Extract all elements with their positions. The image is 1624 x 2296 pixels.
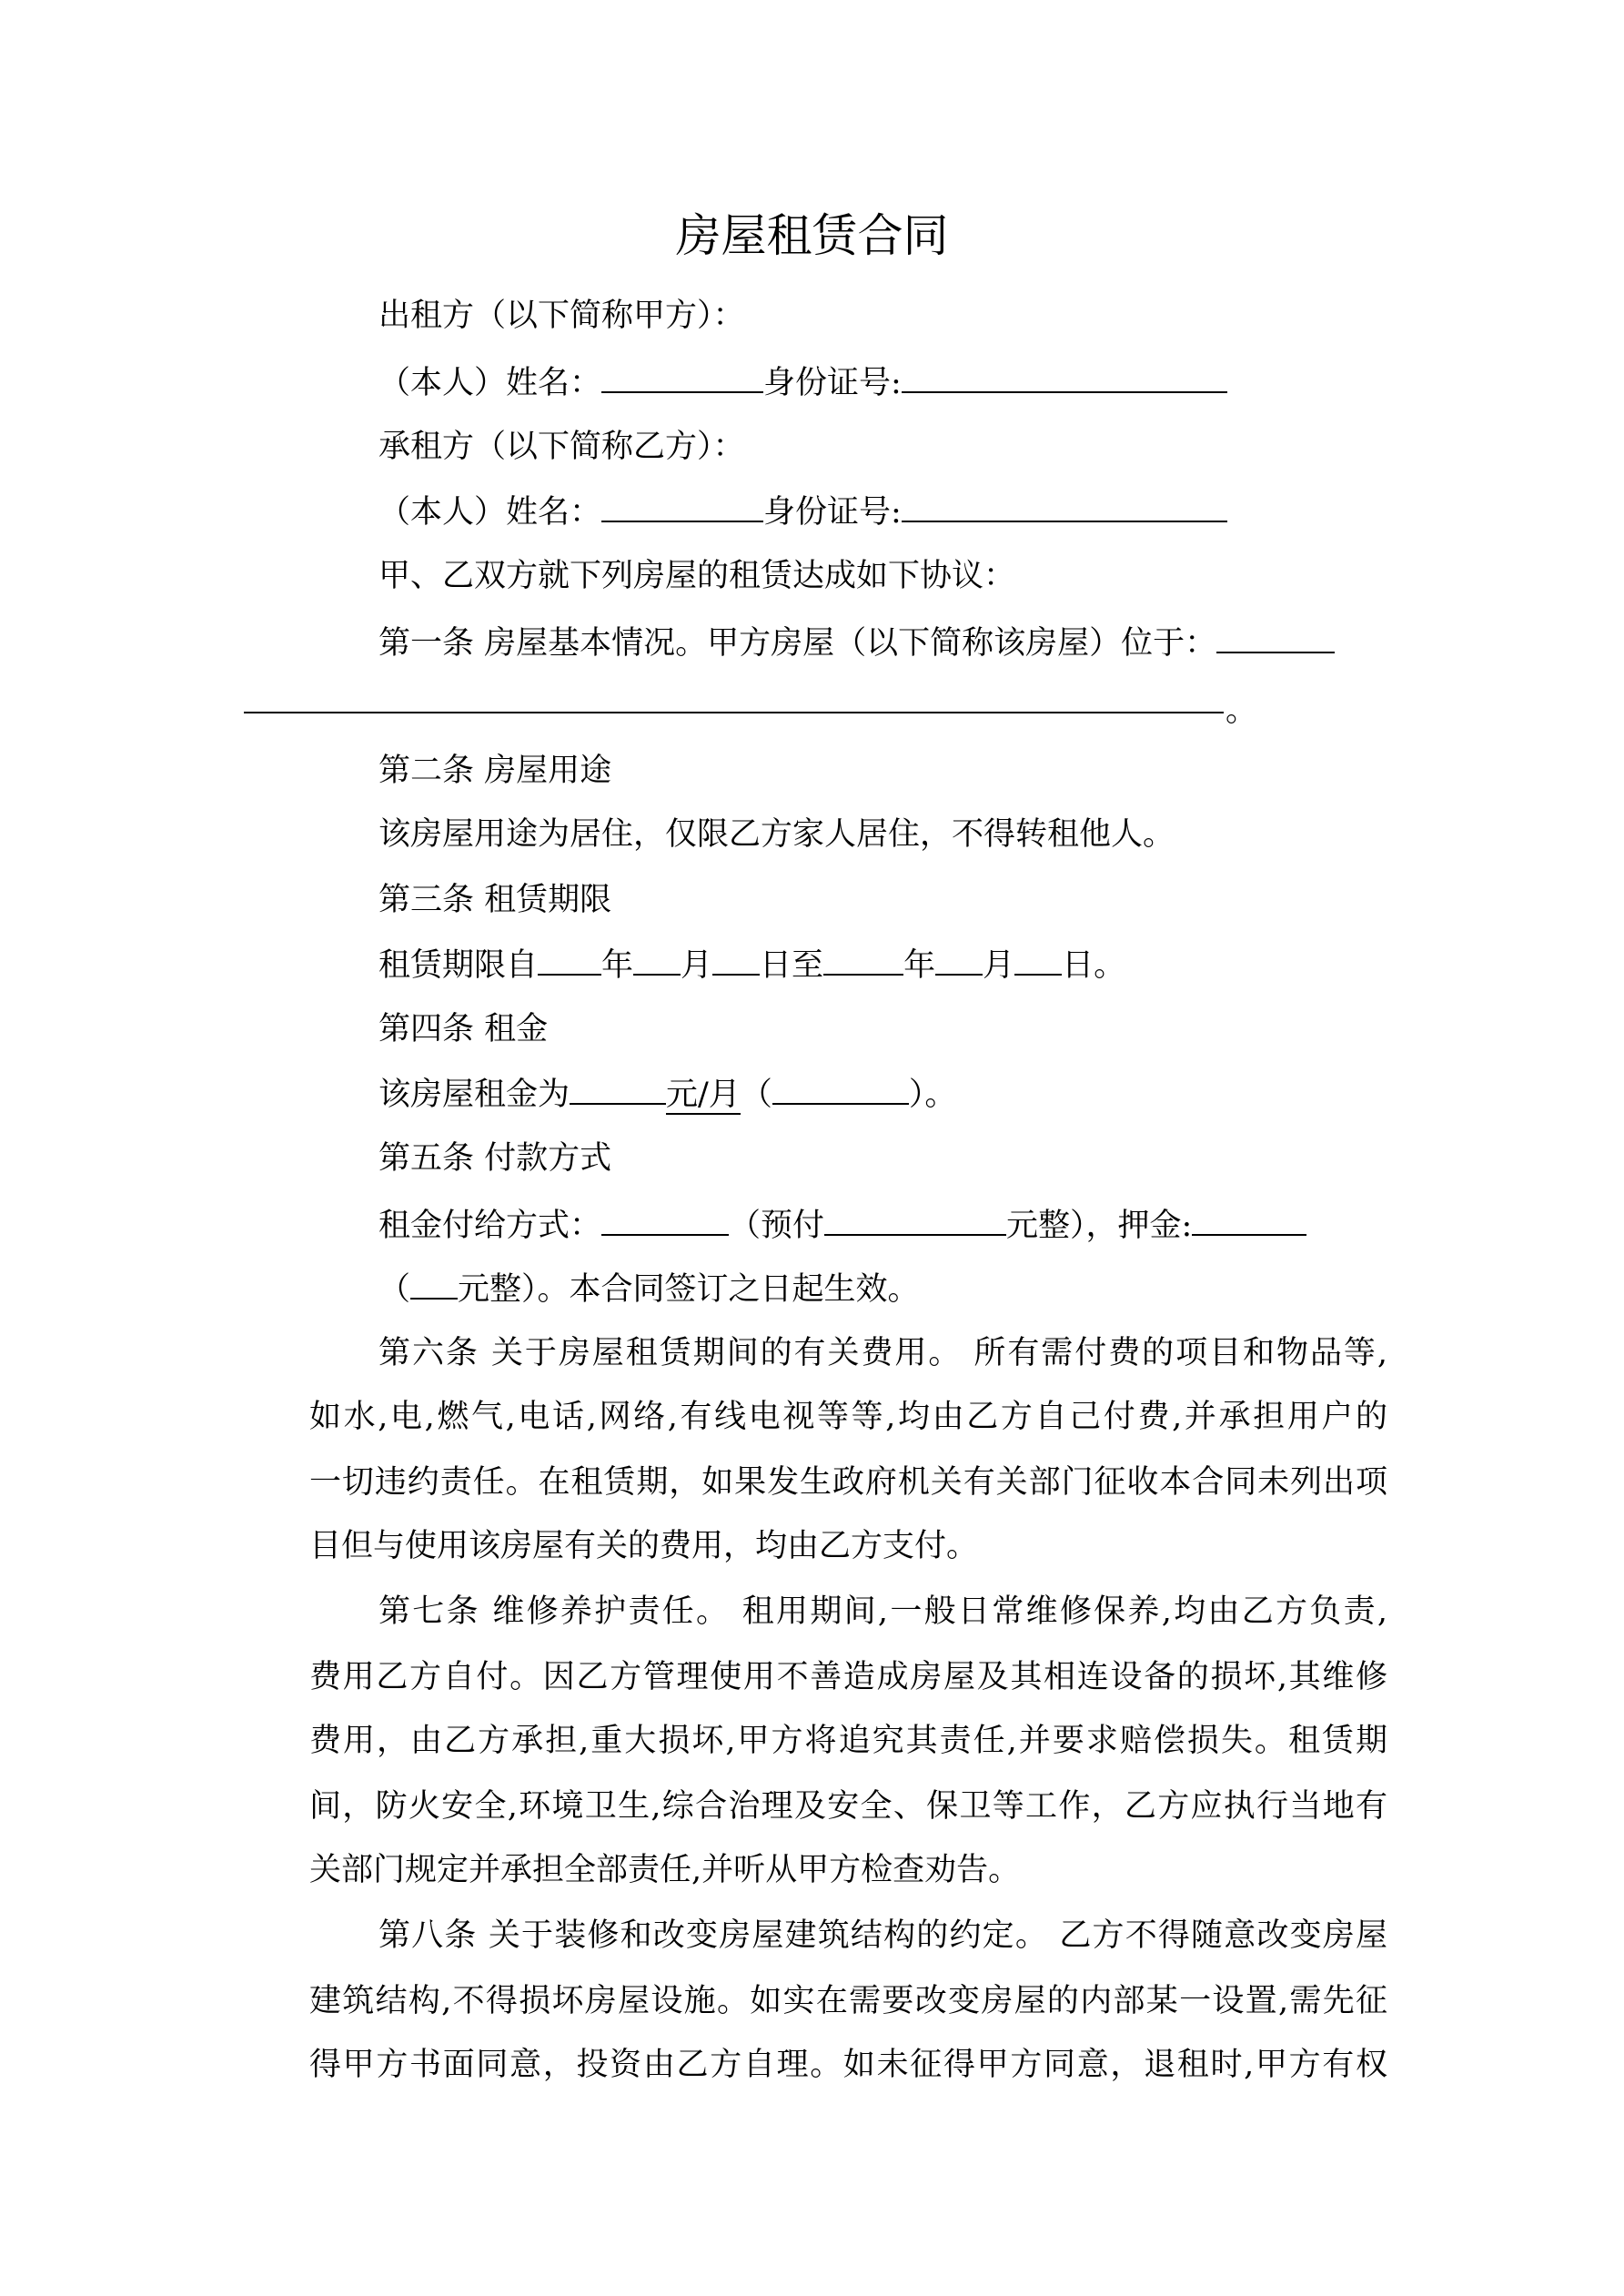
- end-year-blank[interactable]: [823, 941, 903, 976]
- article-5-title: 第五条 付款方式: [378, 1140, 612, 1177]
- property-address-blank[interactable]: [1216, 619, 1335, 653]
- term-start-text: 租赁期限自: [378, 947, 539, 984]
- lessee-name-label: （本人）姓名：: [378, 494, 602, 531]
- article-4-body: [378, 1070, 956, 1118]
- day-end-label: 日。: [1062, 947, 1126, 984]
- lessor-name-blank[interactable]: [601, 359, 763, 393]
- year-label: 年: [903, 947, 936, 984]
- rent-amount-blank[interactable]: [570, 1070, 666, 1105]
- article-8-line-1: 第八条 关于装修和改变房屋建筑结构的约定。 乙方不得随意改变房屋: [378, 1917, 1387, 1954]
- article-2-title: 第二条 房屋用途: [378, 753, 612, 789]
- payment-method-blank[interactable]: [601, 1201, 729, 1236]
- lessor-id-label: 身份证号:: [763, 365, 902, 401]
- agreement-intro: 甲、乙双方就下列房屋的租赁达成如下协议：: [378, 558, 1016, 594]
- start-month-blank[interactable]: [633, 941, 681, 976]
- lessor-heading: 出租方（以下简称甲方）：: [378, 298, 745, 334]
- article-1-period: 。: [1226, 693, 1258, 729]
- article-3-title: 第三条 租赁期限: [378, 882, 612, 918]
- effective-text: 元整）。本合同签订之日起生效。: [458, 1271, 920, 1308]
- article-6-line-4: 目但与使用该房屋有关的费用，均由乙方支付。: [309, 1528, 979, 1564]
- start-day-blank[interactable]: [712, 941, 760, 976]
- lessor-id-blank[interactable]: [902, 359, 1227, 393]
- lessee-id-blank[interactable]: [902, 488, 1227, 522]
- article-5-body-cont: [378, 1265, 920, 1312]
- property-address-blank-line[interactable]: [244, 712, 1224, 713]
- document-title: 房屋租赁合同: [675, 209, 949, 262]
- rent-unit: 元/月: [666, 1077, 741, 1113]
- day-to-label: 日至: [760, 947, 824, 984]
- lessee-id-label: 身份证号:: [763, 494, 902, 531]
- article-8-line-2: 建筑结构,不得损坏房屋设施。如实在需要改变房屋的内部某一设置,需先征: [309, 1983, 1387, 2019]
- open-paren: （: [740, 1077, 772, 1113]
- article-7-line-1: 第七条 维修养护责任。 租用期间,一般日常维修保养,均由乙方负责,: [378, 1593, 1387, 1630]
- article-6-line-1: 第六条 关于房屋租赁期间的有关费用。 所有需付费的项目和物品等,: [378, 1335, 1387, 1371]
- article-7-line-4: 间，防火安全,环境卫生,综合治理及安全、保卫等工作，乙方应执行当地有: [309, 1788, 1387, 1825]
- article-5-body: [378, 1201, 1306, 1249]
- close-paren: ）。: [908, 1077, 957, 1113]
- article-4-title: 第四条 租金: [378, 1011, 549, 1047]
- article-7-line-3: 费用，由乙方承担,重大损坏,甲方将追究其责任,并要求赔偿损失。租赁期: [309, 1723, 1387, 1759]
- end-month-blank[interactable]: [935, 941, 983, 976]
- article-2-body: 该房屋用途为居住，仅限乙方家人居住，不得转租他人。: [378, 816, 1175, 853]
- start-year-blank[interactable]: [538, 941, 601, 976]
- month-label: 月: [681, 947, 713, 984]
- lessee-heading: 承租方（以下简称乙方）：: [378, 429, 745, 465]
- article-6-line-2: 如水,电,燃气,电话,网络,有线电视等等,均由乙方自己付费,并承担用户的: [309, 1399, 1387, 1435]
- article-7-line-2: 费用乙方自付。因乙方管理使用不善造成房屋及其相连设备的损坏,其维修: [309, 1659, 1387, 1695]
- article-6-line-3: 一切违约责任。在租赁期，如果发生政府机关有关部门征收本合同未列出项: [309, 1464, 1387, 1501]
- lessor-info-line: [378, 359, 1227, 406]
- prepay-amount-blank[interactable]: [824, 1201, 1006, 1236]
- article-3-body: [378, 941, 1125, 988]
- year-label: 年: [601, 947, 634, 984]
- end-day-blank[interactable]: [1014, 941, 1062, 976]
- rent-uppercase-blank[interactable]: [772, 1070, 909, 1105]
- lessee-info-line: [378, 488, 1227, 535]
- month-label: 月: [983, 947, 1015, 984]
- article-7-line-5: 关部门规定并承担全部责任,并听从甲方检查劝告。: [309, 1852, 1021, 1888]
- prepay-label: （预付: [729, 1208, 825, 1244]
- deposit-blank[interactable]: [1192, 1201, 1306, 1236]
- payment-method-label: 租金付给方式：: [378, 1208, 602, 1244]
- rent-text: 该房屋租金为: [378, 1077, 570, 1113]
- deposit-label: 元整），押金:: [1006, 1208, 1193, 1244]
- article-1-line: [378, 619, 1335, 666]
- lessee-name-blank[interactable]: [601, 488, 763, 522]
- open-paren: （: [378, 1271, 411, 1308]
- article-1-text: 第一条 房屋基本情况。甲方房屋（以下简称该房屋）位于：: [378, 625, 1217, 662]
- article-8-line-3: 得甲方书面同意，投资由乙方自理。如未征得甲方同意，退租时,甲方有权: [309, 2047, 1387, 2083]
- deposit-amount-blank[interactable]: [410, 1265, 458, 1300]
- lessor-name-label: （本人）姓名：: [378, 365, 602, 401]
